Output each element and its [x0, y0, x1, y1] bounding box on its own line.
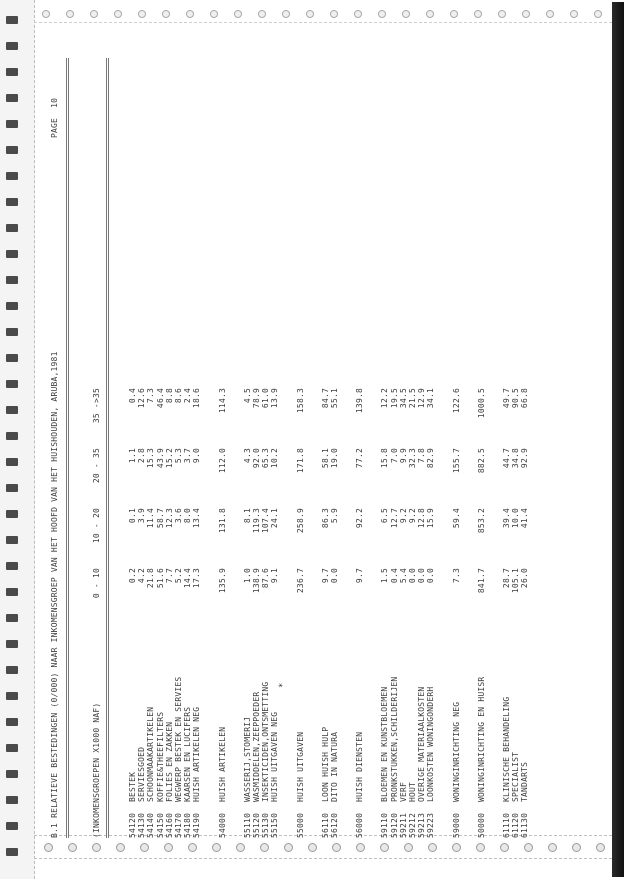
row-value: 12.2 [380, 388, 390, 409]
row-value: 155.7 [451, 448, 461, 474]
row-code: 54170 [174, 812, 183, 838]
row-value: 882.5 [476, 448, 486, 474]
row-value: 21.8 [146, 568, 156, 589]
row-value: 9.1 [270, 568, 280, 584]
perforation-hole [260, 843, 269, 852]
perforation-hole [570, 10, 578, 18]
row-value: 105.1 [511, 568, 521, 594]
row-code: 54160 [164, 812, 174, 838]
row-code: 55000 [295, 812, 305, 838]
top-perforation [34, 6, 612, 23]
row-value: 92.9 [520, 448, 530, 469]
row-code: 55150 [270, 812, 280, 838]
row-value: 15.2 [164, 448, 174, 469]
row-code: 61130 [520, 812, 530, 838]
perforation-hole [188, 843, 197, 852]
row-value: 4.5 [242, 388, 252, 404]
row-value: 51.6 [155, 568, 165, 589]
page-edge-shadow [612, 2, 624, 877]
feed-hole [6, 796, 18, 804]
row-value: 92.2 [355, 508, 365, 529]
row-value: 77.2 [355, 448, 365, 469]
row-value: 0.1 [128, 508, 137, 524]
row-value: 44.7 [502, 448, 511, 469]
feed-hole [6, 250, 18, 258]
perforation-hole [164, 843, 173, 852]
row-label: WEGWERP BESTEK EN SERVIES [174, 676, 183, 802]
row-value: 5.4 [398, 568, 408, 584]
row-label: BLOEMEN EN KUNSTBLOEMEN [380, 686, 390, 802]
feed-hole [6, 666, 18, 674]
row-code: 59213 [417, 812, 427, 838]
row-value: 28.7 [502, 568, 511, 589]
perforation-hole [306, 10, 314, 18]
feed-hole [6, 68, 18, 76]
row-value: 82.9 [426, 448, 436, 469]
row-label: LOONKOSTEN WONINGONDERH [426, 686, 436, 802]
row-code: 54140 [146, 812, 156, 838]
perforation-hole [332, 843, 341, 852]
row-value: 5.3 [174, 448, 183, 464]
row-label: KLINISCHE BEHANDELING [502, 696, 511, 802]
perforation-hole [404, 843, 413, 852]
row-value: 1.5 [380, 568, 390, 584]
row-value: 258.9 [295, 508, 305, 534]
perforation-hole [522, 10, 530, 18]
feed-hole [6, 692, 18, 700]
income-group-label: (INKOMENSGROEPEN X1000 NAF) [92, 702, 101, 838]
perforation-hole [92, 843, 101, 852]
row-value: 12.3 [164, 508, 174, 529]
feed-hole [6, 484, 18, 492]
row-value: 46.4 [155, 388, 165, 409]
perforation-hole [90, 10, 98, 18]
row-label: SERVIESGOED [137, 746, 147, 802]
row-code: 55120 [252, 812, 261, 838]
perforation-hole [212, 843, 221, 852]
perforation-hole [162, 10, 170, 18]
perforation-hole [524, 843, 533, 852]
perforation-hole [452, 843, 461, 852]
row-value: 58.7 [155, 508, 165, 529]
feed-hole [6, 744, 18, 752]
perforation-hole [426, 10, 434, 18]
row-code: 54120 [128, 812, 137, 838]
row-value: 14.4 [183, 568, 193, 589]
row-value: 13.9 [270, 388, 280, 409]
perforation-hole [378, 10, 386, 18]
page-number-value: 10 [50, 97, 59, 108]
row-value: 158.3 [295, 388, 305, 414]
row-value: 18.6 [192, 388, 202, 409]
perforation-hole [500, 843, 509, 852]
row-label: SPECIALIST [511, 751, 521, 802]
header-rule [106, 58, 109, 838]
perforation-hole [282, 10, 290, 18]
perforation-hole [546, 10, 554, 18]
row-code: 54180 [183, 812, 193, 838]
feed-hole [6, 16, 18, 24]
row-value: 0.0 [330, 568, 339, 584]
row-label: FOLIES EN ZAKKEN [164, 721, 174, 802]
perforation-hole [548, 843, 557, 852]
feed-hole [6, 302, 18, 310]
row-value: 58.1 [320, 448, 330, 469]
row-value: 84.7 [320, 388, 330, 409]
row-value: 1.0 [242, 568, 252, 584]
row-label: DITO IN NATURA [330, 731, 339, 802]
row-value: 11.4 [146, 508, 156, 529]
perforation-hole [354, 10, 362, 18]
page-number [50, 98, 60, 138]
tractor-feed-strip [0, 0, 35, 879]
row-code: 54150 [155, 812, 165, 838]
row-value: 171.8 [295, 448, 305, 474]
row-code: 59223 [426, 812, 436, 838]
row-label: WASSERIJ,STOMERIJ [242, 716, 252, 802]
feed-hole [6, 822, 18, 830]
perforation-hole [186, 10, 194, 18]
feed-hole [6, 198, 18, 206]
row-label: KOFFIE&THEEFILTERS [155, 711, 165, 802]
row-code: 55130 [261, 812, 271, 838]
row-value: 9.2 [398, 508, 408, 524]
row-value: 9.0 [192, 448, 202, 464]
row-value: 2.4 [183, 388, 193, 404]
row-code: 54130 [137, 812, 147, 838]
row-label: HUISH ARTIKELEN NEG [192, 706, 202, 802]
row-value: 4.3 [242, 448, 252, 464]
perforation-hole [476, 843, 485, 852]
row-value: 13.4 [192, 508, 202, 529]
perforation-hole [572, 843, 581, 852]
row-value: 2.8 [137, 448, 147, 464]
row-code: 56110 [320, 812, 330, 838]
feed-hole [6, 42, 18, 50]
row-value: 122.6 [451, 388, 461, 414]
row-value: 114.3 [217, 388, 227, 414]
row-label: VERF [398, 781, 408, 802]
feed-hole [6, 276, 18, 284]
perforation-hole [380, 843, 389, 852]
row-label: HUISH UITGAVEN [295, 731, 305, 802]
perforation-hole [356, 843, 365, 852]
row-code: 56000 [355, 812, 365, 838]
row-value: 119.3 [252, 508, 261, 534]
perforation-hole [402, 10, 410, 18]
row-value: 17.3 [192, 568, 202, 589]
perforation-hole [594, 10, 602, 18]
perforation-hole [330, 10, 338, 18]
row-value: 5.9 [330, 508, 339, 524]
perforation-hole [308, 843, 317, 852]
feed-hole [6, 94, 18, 102]
row-value: 8.6 [174, 388, 183, 404]
row-value: 853.2 [476, 508, 486, 534]
row-label: OVERIGE MATERIAALKOSTEN [417, 686, 427, 802]
perforation-hole [258, 10, 266, 18]
row-code: 56120 [330, 812, 339, 838]
row-value: 107.4 [261, 508, 271, 534]
feed-hole [6, 406, 18, 414]
row-label: HOUT [408, 781, 417, 802]
row-value: 7.0 [389, 448, 399, 464]
row-value: 112.0 [217, 448, 227, 474]
perforation-hole [116, 843, 125, 852]
perforation-hole [474, 10, 482, 18]
row-value: 92.0 [252, 448, 261, 469]
row-value: 8.0 [183, 508, 193, 524]
row-value: 138.9 [252, 568, 261, 594]
perforation-hole [42, 10, 50, 18]
feed-hole [6, 432, 18, 440]
row-label: INSEKTICIDEN,ONTSMETTING [261, 681, 271, 802]
perforation-hole [44, 843, 53, 852]
row-value: 87.6 [261, 568, 271, 589]
row-code: 54000 [217, 812, 227, 838]
row-value: 9.2 [408, 508, 417, 524]
perforation-hole [68, 843, 77, 852]
row-label: KAARSEN EN LUCIFERS [183, 706, 193, 802]
row-value: 7.3 [451, 568, 461, 584]
feed-hole [6, 614, 18, 622]
perforation-hole [428, 843, 437, 852]
row-value: 78.9 [252, 388, 261, 409]
row-label: SCHOONMAAKARTIKELEN [146, 706, 156, 802]
row-value: 9.9 [398, 448, 408, 464]
row-value: 34.8 [511, 448, 521, 469]
row-code: 61110 [502, 812, 511, 838]
row-value: 86.3 [320, 508, 330, 529]
row-value: 0.0 [426, 568, 436, 584]
row-value: 9.7 [320, 568, 330, 584]
row-value: 135.9 [217, 568, 227, 594]
feed-hole [6, 224, 18, 232]
title-rule [66, 58, 69, 838]
row-value: 3.7 [183, 448, 193, 464]
page-label: PAGE [50, 117, 59, 138]
row-value: 10.0 [511, 508, 521, 529]
row-value: 236.7 [295, 568, 305, 594]
row-value: 0.0 [417, 568, 427, 584]
row-value: 19.0 [330, 448, 339, 469]
col-header-3: 35 ->35 [92, 388, 101, 424]
row-value: 6.5 [380, 508, 390, 524]
feed-hole [6, 510, 18, 518]
row-code: 59110 [380, 812, 390, 838]
row-label: PRONKSTUKKEN,SCHILDERIJEN [389, 676, 399, 802]
perforation-hole [236, 843, 245, 852]
row-label: HUISH DIENSTEN [355, 731, 365, 802]
row-value: 139.8 [355, 388, 365, 414]
row-code: 54190 [192, 812, 202, 838]
row-value: 12.7 [389, 508, 399, 529]
feed-hole [6, 120, 18, 128]
feed-hole [6, 380, 18, 388]
row-value: 39.4 [502, 508, 511, 529]
perforation-hole [596, 843, 605, 852]
row-value: 0.0 [408, 568, 417, 584]
row-code: 50000 [476, 812, 486, 838]
row-value: 8.8 [164, 388, 174, 404]
row-value: 1000.5 [476, 388, 486, 419]
row-code: 55110 [242, 812, 252, 838]
feed-hole [6, 458, 18, 466]
row-value: 43.9 [155, 448, 165, 469]
row-value: 66.8 [520, 388, 530, 409]
row-value: 65.3 [261, 448, 271, 469]
table-title: B.1 RELATIEVE BESTEDINGEN (0/000) NAAR INKOMENSGROEP VAN HET HOOFD VAN HET HUISHOUDEN, ARUBA,1981 [50, 351, 59, 838]
feed-hole [6, 328, 18, 336]
row-value: 3.6 [174, 508, 183, 524]
row-value: 15.3 [146, 448, 156, 469]
feed-hole [6, 640, 18, 648]
row-value: 34.5 [398, 388, 408, 409]
row-value: 12.9 [417, 388, 427, 409]
feed-hole [6, 354, 18, 362]
feed-hole [6, 172, 18, 180]
row-label: HUISH UITGAVEN NEG [270, 711, 280, 802]
row-value: 4.2 [137, 568, 147, 584]
row-value: 5.2 [174, 568, 183, 584]
star-mark: * [277, 682, 288, 688]
row-value: 21.5 [408, 388, 417, 409]
row-code: 59120 [389, 812, 399, 838]
printout-table [44, 48, 604, 838]
col-header-0: 0 - 10 [92, 568, 101, 599]
perforation-hole [498, 10, 506, 18]
row-value: 841.7 [476, 568, 486, 594]
row-code: 59212 [408, 812, 417, 838]
row-value: 8.1 [242, 508, 252, 524]
row-value: 9.7 [355, 568, 365, 584]
row-label: HUISH ARTIKELEN [217, 726, 227, 802]
row-value: 7.3 [146, 388, 156, 404]
row-value: 1.1 [128, 448, 137, 464]
row-code: 59211 [398, 812, 408, 838]
row-value: 55.1 [330, 388, 339, 409]
row-code: 61120 [511, 812, 521, 838]
row-value: 131.8 [217, 508, 227, 534]
row-label: WASMIDDELEN,ZEEPPOEDER [252, 691, 261, 802]
perforation-hole [210, 10, 218, 18]
feed-hole [6, 562, 18, 570]
perforation-hole [140, 843, 149, 852]
perforation-hole [450, 10, 458, 18]
row-value: 15.8 [380, 448, 390, 469]
perforation-hole [138, 10, 146, 18]
row-value: 10.2 [270, 448, 280, 469]
row-value: 0.4 [128, 388, 137, 404]
row-value: 24.1 [270, 508, 280, 529]
row-value: 0.4 [389, 568, 399, 584]
feed-hole [6, 146, 18, 154]
row-value: 26.0 [520, 568, 530, 589]
feed-hole [6, 718, 18, 726]
row-value: 15.9 [426, 508, 436, 529]
row-value: 3.9 [137, 508, 147, 524]
row-code: 59000 [451, 812, 461, 838]
bottom-perforation [34, 835, 612, 859]
row-label: WONINGINRICHTING EN HUISR [476, 676, 486, 802]
row-value: 41.4 [520, 508, 530, 529]
perforation-hole [284, 843, 293, 852]
feed-hole [6, 588, 18, 596]
row-value: 32.3 [408, 448, 417, 469]
row-value: 0.2 [128, 568, 137, 584]
row-value: 59.4 [451, 508, 461, 529]
feed-hole [6, 770, 18, 778]
col-header-1: 10 - 20 [92, 508, 101, 544]
row-value: 7.7 [164, 568, 174, 584]
row-label: LOON HUISH HULP [320, 726, 330, 802]
row-value: 90.5 [511, 388, 521, 409]
row-value: 12.8 [417, 508, 427, 529]
perforation-hole [114, 10, 122, 18]
row-label: WONINGINRICHTING NEG [451, 701, 461, 802]
feed-hole [6, 536, 18, 544]
perforation-hole [234, 10, 242, 18]
row-value: 19.5 [389, 388, 399, 409]
feed-hole [6, 848, 18, 856]
row-value: 12.6 [137, 388, 147, 409]
perforation-hole [66, 10, 74, 18]
row-value: 49.7 [502, 388, 511, 409]
col-header-2: 20 - 35 [92, 448, 101, 484]
row-label: TANDARTS [520, 761, 530, 802]
row-label: BESTEK [128, 771, 137, 802]
row-value: 7.8 [417, 448, 427, 464]
row-value: 61.0 [261, 388, 271, 409]
row-value: 34.1 [426, 388, 436, 409]
